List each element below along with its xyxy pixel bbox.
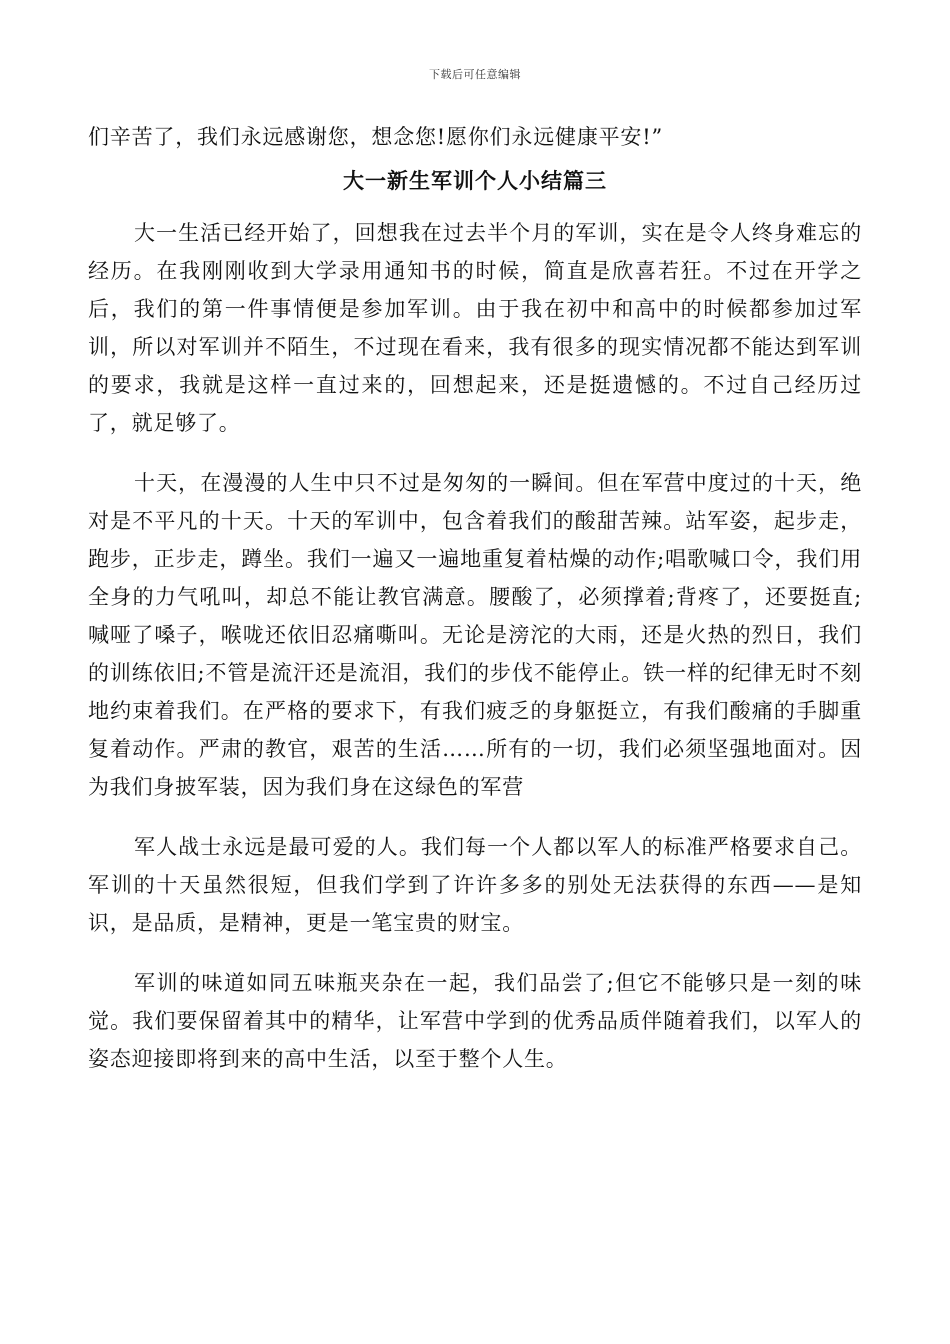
paragraph-2: 十天，在漫漫的人生中只不过是匆匆的一瞬间。但在军营中度过的十天，绝对是不平凡的十天。十天的军训中，包含着我们的酸甜苦辣。站军姿，起步走，跑步，正步走，蹲坐。我们一遍又一遍地重复着枯燥的动作;唱歌喊口令，我们用全身的力气吼叫，却总不能让教官满意。腰酸了，必须撑着;背疼了，还要挺直;喊哑了嗓子，喉咙还依旧忍痛嘶叫。无论是滂沱的大雨，还是火热的烈日，我们的训练依旧;不管是流汗还是流泪，我们的步伐不能停止。铁一样的纪律无时不刻地约束着我们。在严格的要求下，有我们疲乏的身躯挺立，有我们酸痛的手脚重复着动作。严肃的教官，艰苦的生活……所有的一切，我们必须坚强地面对。因为我们身披军装，因为我们身在这绿色的军营: [88, 471, 862, 799]
page-header: 下载后可任意编辑: [429, 68, 521, 81]
paragraph-1: 大一生活已经开始了，回想我在过去半个月的军训，实在是令人终身难忘的经历。在我刚刚收到大学录用通知书的时候，简直是欣喜若狂。不过在开学之后，我们的第一件事情便是参加军训。由于我在初中和高中的时候都参加过军训，所以对军训并不陌生，不过现在看来，我有很多的现实情况都不能达到军训的要求，我就是这样一直过来的，回想起来，还是挺遗憾的。不过自己经历过了，就足够了。: [88, 221, 862, 435]
opening-line: 们辛苦了，我们永远感谢您，想念您!愿你们永远健康平安!”: [88, 125, 664, 149]
paragraph-4: 军训的味道如同五味瓶夹杂在一起，我们品尝了;但它不能够只是一刻的味觉。我们要保留着其中的精华，让军营中学到的优秀品质伴随着我们，以军人的姿态迎接即将到来的高中生活，以至于整个人生。: [88, 971, 862, 1071]
section-title: 大一新生军训个人小结篇三: [343, 169, 607, 193]
paragraph-3: 军人战士永远是最可爱的人。我们每一个人都以军人的标准严格要求自己。军训的十天虽然很短，但我们学到了许许多多的别处无法获得的东西——是知识，是品质，是精神，更是一笔宝贵的财宝。: [88, 835, 862, 935]
document-body: [88, 118, 862, 1078]
